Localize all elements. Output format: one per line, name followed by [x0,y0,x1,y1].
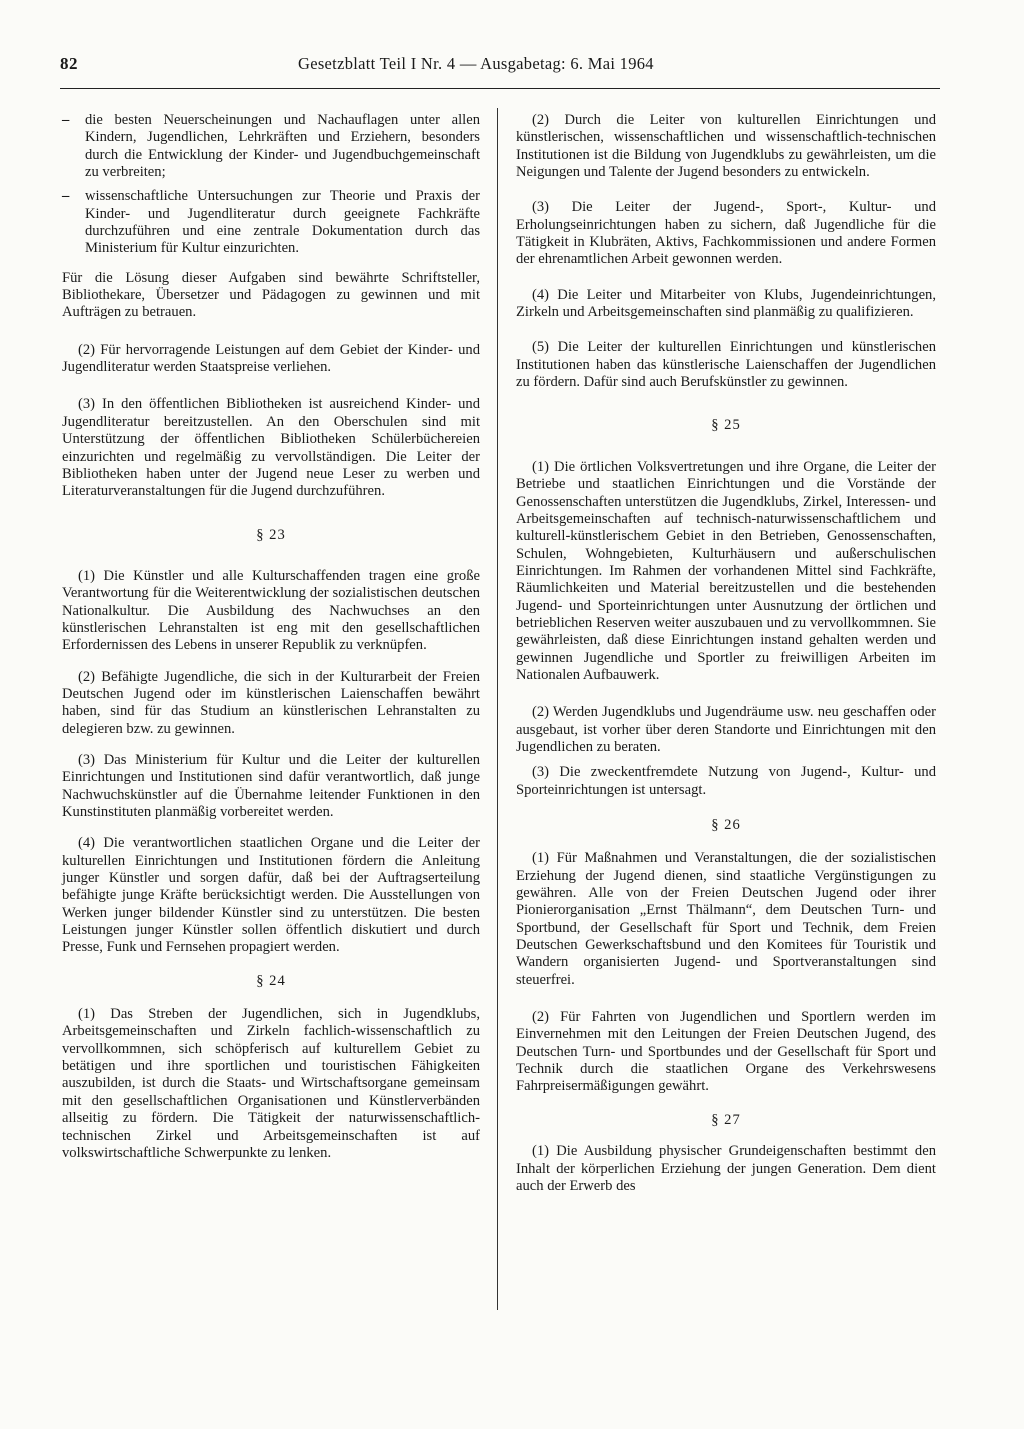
section-heading-27: § 27 [711,1111,741,1128]
section-heading-26: § 26 [711,817,741,833]
page-number: 82 [60,54,78,73]
paragraph-24-1: (1) Das Streben der Jugendlichen, sich in Jugendklubs, Arbeitsgemeinschaften und Zirkeln fachlich-wissenschaftlich zu vervollkommnen, sich schöpferisch auf kulturellem Gebiet zu betätigen und ihre sportlichen und touristischen Fähigkeiten auszubilden, ist durch die Staats- und Wirtschaftsorgane gemeinsam mit den gesellschaftlichen Organisationen und Künstlerverbänden allseitig zu fördern. Die Tätigkeit der naturwissenschaftlich-technischen Zirkel und Arbeitsgemeinschaften ist auf volkswirtschaftliche Schwerpunkte zu lenken. [62,1006,480,1161]
paragraph-27-1: (1) Die Ausbildung physischer Grundeigenschaften bestimmt den Inhalt der körperlichen Erziehung der jungen Generation. Dem dient auch der Erwerb des [516,1143,936,1194]
list-item-text: die besten Neuerscheinungen und Nachauflagen unter allen Kindern, Jugendlichen, Lehrkräften und Erziehern, besonders durch die Entwicklung der Kinder- und Jugendbuchgemeinschaft zu verbreiten; [85,112,480,181]
paragraph-24-5: (5) Die Leiter der kulturellen Einrichtungen und künstlerischen Institutionen haben das künstlerische Laienschaffen der Jugendlichen zu fördern. Dafür sind auch Berufskünstler zu gewinnen. [516,339,936,391]
section-heading-25: § 25 [711,417,741,434]
list-item-text: wissenschaftliche Untersuchungen zur Theorie und Praxis der Kinder- und Jugendliteratur durch geeignete Fachkräfte durchzuführen und eine zentrale Dokumentation durch das Ministerium für Kultur einzurichten. [85,188,480,257]
list-item [62,188,480,257]
paragraph-23-1: (1) Die Künstler und alle Kulturschaffenden tragen eine große Verantwortung für die Weiterentwicklung der sozialistischen deutschen Nationalkultur. Die Ausbildung des Nachwuchses an den künstlerischen Lehranstalten ist eng mit den gesellschaftlichen Erfordernissen des Lebens in unserer Republik zu verknüpfen. [62,567,480,654]
dash-bullet: – [62,188,70,205]
running-head: Gesetzblatt Teil I Nr. 4 — Ausgabetag: 6. Mai 1964 [298,54,654,73]
paragraph-solution: Für die Lösung dieser Aufgaben sind bewährte Schriftsteller, Bibliothekare, Übersetzer und Pädagogen zu gewinnen und mit Aufträgen zu betrauen. [62,269,480,321]
paragraph-24-4: (4) Die Leiter und Mitarbeiter von Klubs, Jugendeinrichtungen, Zirkeln und Arbeitsgemeinschaften sind planmäßig zu qualifizieren. [516,286,936,321]
paragraph-24-3: (3) Die Leiter der Jugend-, Sport-, Kultur- und Erholungseinrichtungen haben zu sichern, daß Jugendliche für die Tätigkeit in Klubräten, Aktivs, Fachkommissionen und andere Formen der ehrenamtlichen Arbeit gewonnen werden. [516,199,936,268]
column-divider [497,108,498,1310]
paragraph-25-1: (1) Die örtlichen Volksvertretungen und ihre Organe, die Leiter der Betriebe und staatlichen Einrichtungen und die Vorstände der Genossenschaften unterstützen die Jugendklubs, Zirkel, Interessen- und Arbeitsgemeinschaften auf technisch-naturwissenschaftlichem und kulturell-künstlerischem Gebiet in den Betrieben, Genossenschaften, Schulen, Wohngebieten, Kulturhäusern und außerschulischen Einrichtungen. Im Rahmen der vorhandenen Mittel sind Fachkräfte, Räumlichkeiten und Material bereitzustellen und die bestehenden Jugend- und Sporteinrichtungen unter Ausnutzung der örtlichen und betrieblichen Reserven weiter auszubauen und zu vervollkommnen. Sie gewährleisten, daß diese Einrichtungen instand gehalten werden und gewinnen Jugendliche und Sportler zu freiwilligen Arbeiten im Nationalen Aufbauwerk. [516,458,936,683]
dash-bullet: – [62,112,70,128]
paragraph-23-3: (3) Das Ministerium für Kultur und die Leiter der kulturellen Einrichtungen und Institutionen sind dafür verantwortlich, daß junge Nachwuchskünstler auf die Übernahme leitender Funktionen in den Kunstinstituten planmäßig vorbereitet werden. [62,751,480,820]
left-column [62,112,480,1176]
paragraph-26-2: (2) Für Fahrten von Jugendlichen und Sportlern werden im Einvernehmen mit den Leitungen der Freien Deutschen Jugend, des Deutschen Turn- und Sportbundes und der Gesellschaft für Sport und Technik durch die staatlichen Organe des Verkehrswesens Fahrpreisermäßigungen gewährt. [516,1009,936,1095]
paragraph-22-2: (2) Für hervorragende Leistungen auf dem Gebiet der Kinder- und Jugendliteratur werden Staatspreise verliehen. [62,341,480,376]
paragraph-23-2: (2) Befähigte Jugendliche, die sich in der Kulturarbeit der Freien Deutschen Jugend oder im künstlerischen Laienschaffen bewährt haben, sind für das Studium an künstlerischen Lehranstalten zu delegieren bzw. zu gewinnen. [62,668,480,737]
section-heading-23: § 23 [256,526,286,543]
paragraph-22-3: (3) In den öffentlichen Bibliotheken ist ausreichend Kinder- und Jugendliteratur bereitzustellen. An den Oberschulen sind mit Unterstützung der öffentlichen Bibliotheken Schülerbüchereien einzurichten und regelmäßig zu vervollständigen. Die Leiter der Bibliotheken haben unter der Jugend neue Leser zu werben und Literaturveranstaltungen für die Jugend durchzuführen. [62,396,480,500]
paragraph-24-2: (2) Durch die Leiter von kulturellen Einrichtungen und künstlerischen, wissenschaftlichen und wissenschaftlich-technischen Institutionen ist die Bildung von Jugendklubs zu gewährleisten, um die Neigungen und Talente der Jugend besonders zu entwickeln. [516,112,936,181]
right-column [516,112,936,1209]
header-rule [60,88,940,89]
list-item [62,112,480,181]
paragraph-25-2: (2) Werden Jugendklubs und Jugendräume usw. neu geschaffen oder ausgebaut, ist vorher über deren Standorte und Einrichtungen mit den Jugendlichen zu beraten. [516,704,936,755]
paragraph-26-1: (1) Für Maßnahmen und Veranstaltungen, die der sozialistischen Erziehung der Jugend dienen, sind staatliche Vergünstigungen zu gewähren. Alle von der Freien Deutschen Jugend oder ihrer Pionierorganisation „Ernst Thälmann“, dem Deutschen Turn- und Sportbund, der Gesellschaft für Sport und Technik, dem Freien Deutschen Gewerkschaftsbund und den Komitees für Touristik und Wandern organisierten Jugend- und Sportveranstaltungen sind steuerfrei. [516,850,936,988]
paragraph-23-4: (4) Die verantwortlichen staatlichen Organe und die Leiter der kulturellen Einrichtungen und Institutionen fördern die Anleitung junger Künstler und sorgen dafür, daß bei der Auftragserteilung befähigte junge Kräfte berücksichtigt werden. Die Ausstellungen von Werken junger bildender Künstler sind zu unterstützen. Die besten Leistungen junger Künstler sollen öffentlich diskutiert und durch Presse, Funk und Fernsehen propagiert werden. [62,835,480,956]
paragraph-25-3: (3) Die zweckentfremdete Nutzung von Jugend-, Kultur- und Sporteinrichtungen ist untersagt. [516,764,936,798]
page-header [60,54,940,80]
section-heading-24: § 24 [256,972,286,989]
